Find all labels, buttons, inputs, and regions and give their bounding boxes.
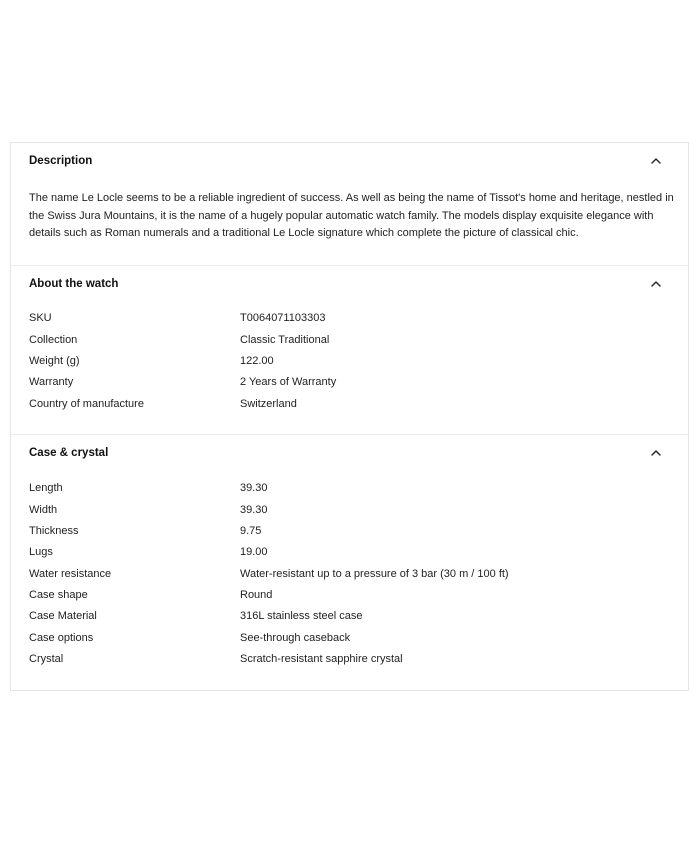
spec-label: Length	[29, 482, 63, 495]
about-spec-list	[11, 302, 688, 435]
spec-value: 39.30	[240, 482, 268, 495]
spec-label: Weight (g)	[29, 354, 80, 367]
chevron-up-icon[interactable]	[650, 278, 662, 290]
spec-row-crystal	[11, 649, 688, 670]
spec-value: Classic Traditional	[240, 333, 330, 346]
spec-row-lugs	[11, 542, 688, 563]
spec-row-weight	[11, 350, 688, 371]
case-spec-list	[11, 471, 688, 690]
spec-label: Width	[29, 503, 58, 516]
spec-label: Crystal	[29, 653, 64, 666]
spec-value: See-through caseback	[240, 631, 351, 644]
spec-row-water-resistance	[11, 563, 688, 584]
spec-row-thickness	[11, 520, 688, 541]
spec-label: Warranty	[29, 376, 74, 389]
spec-value: Switzerland	[240, 397, 297, 410]
spec-value: Water-resistant up to a pressure of 3 bar (30 m / 100 ft)	[240, 567, 509, 580]
spec-label: Case Material	[29, 610, 97, 623]
spec-value: Round	[240, 589, 273, 602]
spec-value: 2 Years of Warranty	[240, 376, 337, 389]
spec-value: 316L stainless steel case	[240, 610, 363, 623]
spec-label: Thickness	[29, 524, 79, 537]
spec-value: 9.75	[240, 524, 262, 537]
description-section	[11, 143, 688, 266]
description-title: Description	[29, 155, 93, 167]
spec-label: Lugs	[29, 546, 53, 559]
case-section	[11, 435, 688, 690]
spec-value: T0064071103303	[240, 312, 326, 325]
spec-label: Country of manufacture	[29, 397, 144, 410]
spec-value: 39.30	[240, 503, 268, 516]
spec-label: Case options	[29, 631, 94, 644]
spec-row-case-material	[11, 606, 688, 627]
spec-row-length	[11, 477, 688, 498]
about-title: About the watch	[29, 277, 119, 290]
chevron-up-icon[interactable]	[650, 447, 662, 459]
about-section	[11, 266, 688, 436]
spec-label: Water resistance	[29, 567, 112, 580]
spec-row-warranty	[11, 372, 688, 393]
spec-row-sku	[11, 308, 688, 329]
spec-value: 122.00	[240, 354, 274, 367]
spec-label: SKU	[29, 312, 52, 325]
spec-label: Case shape	[29, 589, 88, 602]
spec-row-case-shape	[11, 584, 688, 605]
product-details-accordion	[10, 142, 689, 691]
spec-value: 19.00	[240, 546, 268, 559]
description-header[interactable]	[11, 143, 688, 179]
description-text: The name Le Locle seems to be a reliable ingredient of success. As well as being the name of Tissot's home and heritage, nestled in the Swiss Jura Mountains, it is the name of a hugely popular automatic watch family. The models display exquisite elegance with details such as Roman numerals and a traditional Le Locle signature which complete the picture of classical chic.	[29, 192, 674, 239]
spec-row-width	[11, 499, 688, 520]
spec-row-case-options	[11, 627, 688, 648]
case-title: Case & crystal	[29, 447, 109, 460]
about-header[interactable]	[11, 266, 688, 302]
case-header[interactable]	[11, 435, 688, 471]
chevron-up-icon[interactable]	[650, 155, 662, 167]
spec-value: Scratch-resistant sapphire crystal	[240, 653, 403, 666]
spec-label: Collection	[29, 333, 78, 346]
spec-row-collection	[11, 329, 688, 350]
spec-row-country	[11, 393, 688, 414]
